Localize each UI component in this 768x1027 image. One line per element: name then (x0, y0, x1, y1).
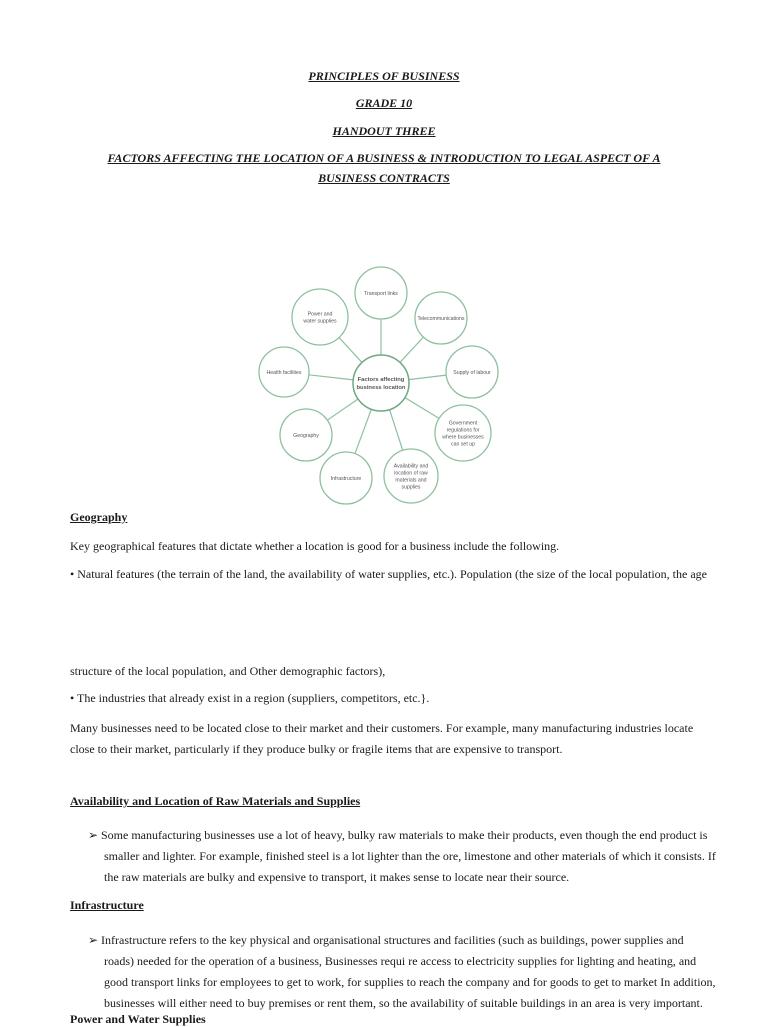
factor-node-label-line: Health facilities (266, 369, 302, 376)
grade-label: GRADE 10 (355, 96, 413, 110)
raw-materials-bullet (88, 825, 748, 888)
connector-line (400, 337, 423, 362)
geography-bullet-natural: • Natural features (the terrain of the land, the availability of water supplies, etc.). Population (the size of the local population, the age (70, 567, 707, 581)
infrastructure-heading: Infrastructure (70, 898, 144, 912)
factor-node-label-line: Geography (293, 432, 319, 439)
raw-materials-line2: smaller and lighter. For example, finished steel is a lot lighter than the ore, limestone and other materials of which it consists. If (104, 849, 716, 863)
factor-node (415, 292, 467, 344)
connector-line (405, 398, 439, 419)
center-node-label-line: business location (356, 384, 406, 391)
factor-node (384, 449, 438, 503)
geography-market-line2: close to their market, particularly if they produce bulky or fragile items that are expensive to transport. (70, 742, 563, 756)
infrastructure-line4: businesses will either need to buy premises or rent them, so the availability of suitable buildings in an area is very important. (104, 996, 703, 1010)
factor-node (435, 405, 491, 461)
center-node-label-line: Factors affecting (357, 377, 405, 384)
infrastructure-line1: Infrastructure refers to the key physical and organisational structures and facilities (such as buildings, power supplies and (101, 933, 684, 947)
handout-title (0, 148, 768, 188)
infrastructure-line2: roads) needed for the operation of a business, Businesses requi re access to electricity supplies for lighting and heating, and (104, 954, 697, 968)
factor-node (259, 347, 309, 397)
handout-title-line2: BUSINESS CONTRACTS (318, 171, 450, 185)
factor-node-label-line: Government (448, 420, 478, 427)
factor-node-label-line: location of raw (394, 470, 428, 477)
raw-materials-line3: the raw materials are bulky and expensive to transport, it makes sense to locate near their source. (104, 870, 570, 884)
raw-materials-heading: Availability and Location of Raw Materials and Supplies (70, 794, 361, 808)
factor-node-label-line: supplies (401, 484, 421, 491)
factor-node (355, 267, 407, 319)
geography-bullet-industries: • The industries that already exist in a region (suppliers, competitors, etc.}. (70, 691, 430, 705)
geography-intro: Key geographical features that dictate whether a location is good for a business include the following. (70, 539, 560, 553)
power-water-heading: Power and Water Supplies (70, 1012, 206, 1026)
arrow-bullet-icon: ➢ (88, 828, 99, 842)
geography-market-line1: Many businesses need to be located close to their market and their customers. For example, many manufacturing industries locate (70, 721, 694, 735)
handout-label: HANDOUT THREE (332, 124, 436, 138)
factor-node-label-line: water supplies (303, 318, 337, 325)
factor-node-label-line: Telecommunications (417, 315, 465, 322)
connector-line (327, 399, 358, 420)
location-factors-diagram (250, 255, 520, 510)
connector-line (355, 409, 371, 453)
raw-materials-line1: Some manufacturing businesses use a lot of heavy, bulky raw materials to make their products, even though the end product is (101, 828, 708, 842)
factor-node (446, 346, 498, 398)
connector-line (409, 375, 446, 380)
geography-heading: Geography (70, 510, 128, 524)
connector-line (339, 338, 362, 363)
factor-node-label-line: Supply of labour (453, 369, 491, 376)
factor-node-label-line: Power and (307, 311, 333, 318)
factor-node-label-line: Transport links (364, 290, 398, 297)
connector-line (309, 375, 353, 380)
factor-node (292, 289, 348, 345)
factor-node-label-line: Availability and (393, 463, 429, 470)
factor-node-label-line: regulations for (446, 427, 480, 434)
connector-line (390, 410, 403, 451)
course-title: PRINCIPLES OF BUSINESS (308, 69, 460, 83)
factor-node-label-line: materials and (395, 477, 427, 484)
factor-node-label-line: where businesses (442, 434, 484, 441)
factor-node-label-line: Infrastructure (330, 475, 362, 482)
factor-node (320, 452, 372, 504)
handout-title-line1: FACTORS AFFECTING THE LOCATION OF A BUSINESS & INTRODUCTION TO LEGAL ASPECT OF A (107, 151, 661, 165)
factor-node-label-line: can set up (451, 441, 475, 448)
arrow-bullet-icon: ➢ (88, 933, 99, 947)
infrastructure-line3: good transport links for employees to get to work, for supplies to reach the company and for goods to get to market In addition, (104, 975, 716, 989)
geography-market-paragraph (70, 718, 693, 760)
factor-node (280, 409, 332, 461)
geography-population-cont: structure of the local population, and Other demographic factors), (70, 664, 386, 678)
infrastructure-bullet (88, 930, 748, 1014)
diagram-center (353, 355, 409, 411)
